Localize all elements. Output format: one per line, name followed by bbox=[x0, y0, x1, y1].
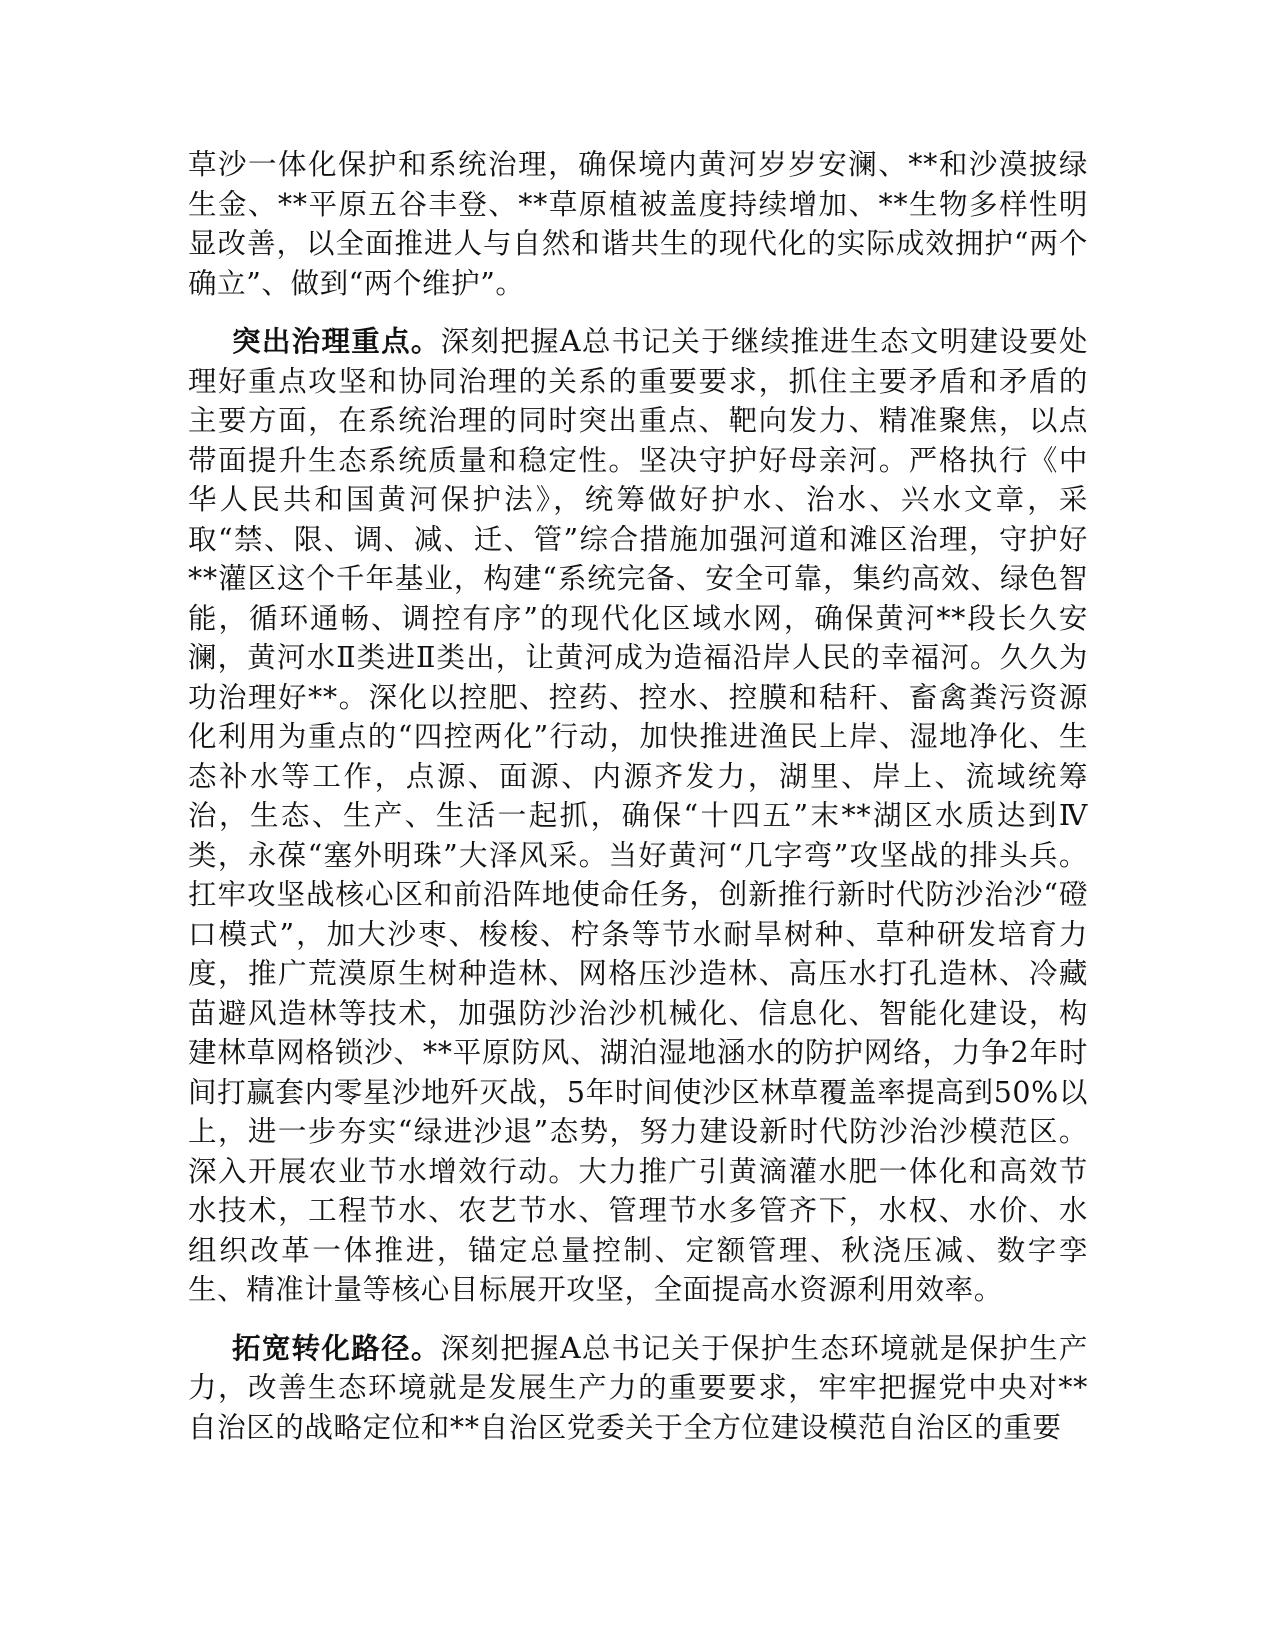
paragraph-transformation-path bbox=[188, 1329, 1088, 1448]
paragraph-body: 深刻把握A总书记关于保护生态环境就是保护生产力，改善生态环境就是发展生产力的重要要求，牢牢把握党中央对**自治区的战略定位和**自治区党委关于全方位建设模范自治区的重要 bbox=[188, 1331, 1088, 1444]
paragraph-continuation bbox=[188, 145, 1088, 303]
paragraph-focus-governance bbox=[188, 322, 1088, 1310]
paragraph-heading: 突出治理重点。 bbox=[232, 324, 441, 358]
paragraph-heading: 拓宽转化路径。 bbox=[232, 1330, 441, 1365]
paragraph-body: 草沙一体化保护和系统治理，确保境内黄河岁岁安澜、**和沙漠披绿生金、**平原五谷丰登、**草原植被盖度持续增加、**生物多样性明显改善，以全面推进人与自然和谐共生的现代化的实际成效拥护“两个确立”、做到“两个维护”。 bbox=[188, 148, 1088, 300]
paragraph-body: 深刻把握A总书记关于继续推进生态文明建设要处理好重点攻坚和协同治理的关系的重要要求，抓住主要矛盾和矛盾的主要方面，在系统治理的同时突出重点、靶向发力、精准聚焦，以点带面提升生态系统质量和稳定性。坚决守护好母亲河。严格执行《中华人民共和国黄河保护法》，统筹做好护水、治水、兴水文章，采取“禁、限、调、减、迁、管”综合措施加强河道和滩区治理，守护好**灌区这个千年基业，构建“系统完备、安全可靠，集约高效、绿色智能，循环通畅、调控有序”的现代化区域水网，确保黄河**段长久安澜，黄河水Ⅱ类进Ⅱ类出，让黄河成为造福沿岸人民的幸福河。久久为功治理好**。深化以控肥、控药、控水、控膜和秸秆、畜禽粪污资源化利用为重点的“四控两化”行动，加快推进渔民上岸、湿地净化、生态补水等工作，点源、面源、内源齐发力，湖里、岸上、流域统筹治，生态、生产、生活一起抓，确保“十四五”末**湖区水质达到Ⅳ类，永葆“塞外明珠”大泽风采。当好黄河“几字弯”攻坚战的排头兵。扛牢攻坚战核心区和前沿阵地使命任务，创新推行新时代防沙治沙“磴口模式”，加大沙枣、梭梭、柠条等节水耐旱树种、草种研发培育力度，推广荒漠原生树种造林、网格压沙造林、高压水打孔造林、冷藏苗避风造林等技术，加强防沙治沙机械化、信息化、智能化建设，构建林草网格锁沙、**平原防风、湖泊湿地涵水的防护网络，力争2年时间打赢套内零星沙地歼灭战，5年时间使沙区林草覆盖率提高到50%以上，进一步夯实“绿进沙退”态势，努力建设新时代防沙治沙模范区。深入开展农业节水增效行动。大力推广引黄滴灌水肥一体化和高效节水技术，工程节水、农艺节水、管理节水多管齐下，水权、水价、水组织改革一体推进，锚定总量控制、定额管理、秋浇压减、数字孪生、精准计量等核心目标展开攻坚，全面提高水资源利用效率。 bbox=[188, 325, 1088, 1306]
document-page bbox=[188, 145, 1088, 1447]
